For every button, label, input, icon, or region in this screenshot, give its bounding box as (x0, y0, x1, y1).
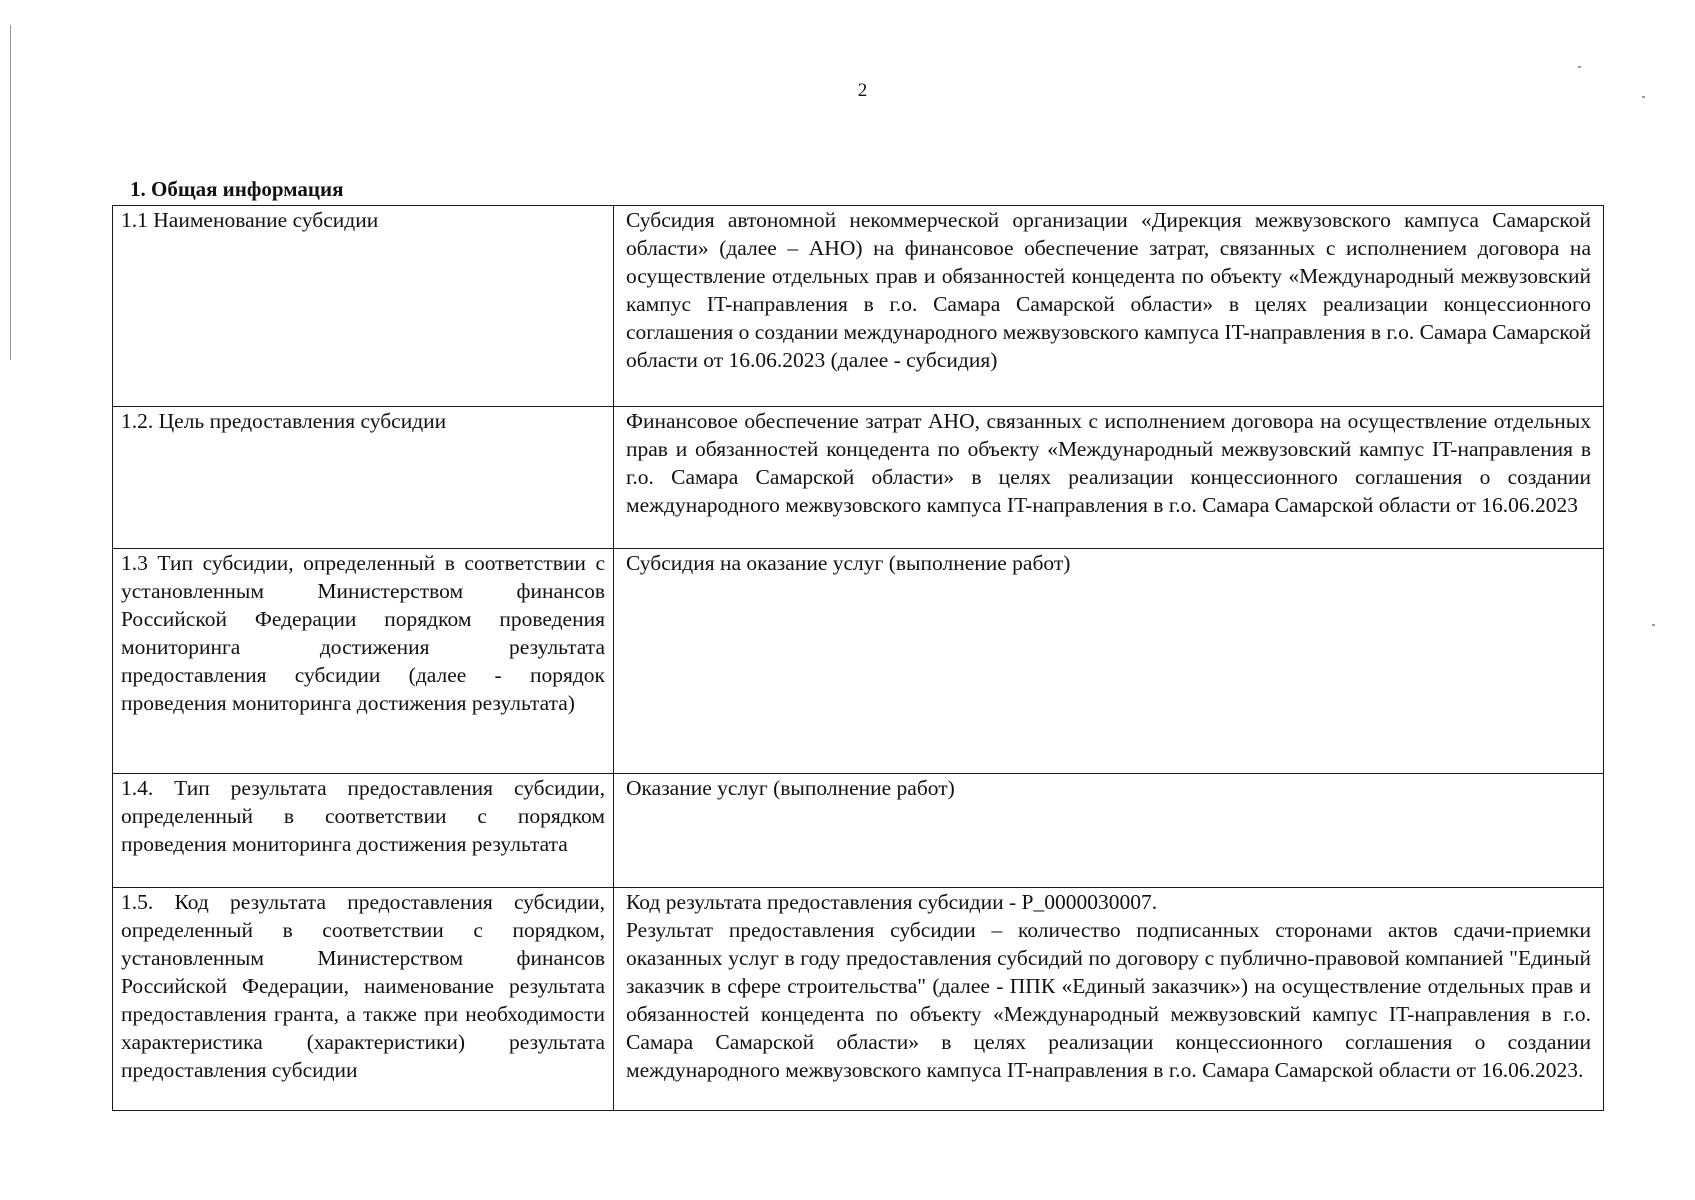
row-value-subsidy-name: Субсидия автономной некоммерческой организации «Дирекция межвузовского кампуса Самарской области» (далее – АНО) на финансовое обеспечение затрат, связанных с исполнением договора на осуществление отдельных прав и обязанностей концедента по объекту «Международный межвузовский кампус IT-направления в г.о. Самара Самарской области» в целях реализации концессионного соглашения о создании международного межвузовского кампуса IT-направления в г.о. Самара Самарской области от 16.06.2023 (далее - субсидия) (614, 206, 1604, 407)
row-label-subsidy-name: 1.1 Наименование субсидии (113, 206, 614, 407)
table-row (113, 888, 1604, 1111)
table-row (113, 549, 1604, 774)
section-title: 1. Общая информация (130, 177, 344, 201)
result-description: Результат предоставления субсидии – количество подписанных сторонами актов сдачи-приемки оказанных услуг в году предоставления субсидий по договору с публично-правовой компанией "Единый заказчик в сфере строительства" (далее - ППК «Единый заказчик») на осуществление отдельных прав и обязанностей концедента по объекту «Международный межвузовский кампус IT-направления в г.о. Самара Самарской области» в целях реализации концессионного соглашения о создании международного межвузовского кампуса IT-направления в г.о. Самара Самарской области от 16.06.2023. (626, 918, 1591, 1082)
table-row (113, 206, 1604, 407)
row-value-result-type: Оказание услуг (выполнение работ) (614, 774, 1604, 888)
row-label-result-code: 1.5. Код результата предоставления субсидии, определенный в соответствии с порядком, установленным Министерством финансов Российской Федерации, наименование результата предоставления гранта, а также при необходимости характеристика (характеристики) результата предоставления субсидии (113, 888, 614, 1111)
scan-speck (1578, 66, 1581, 68)
scan-edge-line (10, 25, 11, 360)
row-value-result-code-cell (614, 888, 1604, 1111)
row-label-subsidy-purpose: 1.2. Цель предоставления субсидии (113, 407, 614, 549)
table-row (113, 407, 1604, 549)
result-code-line: Код результата предоставления субсидии - P_0000030007. (626, 890, 1158, 914)
general-info-table (112, 205, 1604, 1111)
table-row (113, 774, 1604, 888)
row-value-subsidy-purpose: Финансовое обеспечение затрат АНО, связанных с исполнением договора на осуществление отдельных прав и обязанностей концедента по объекту «Международный межвузовский кампус IT-направления в г.о. Самара Самарской области» в целях реализации концессионного соглашения о создании международного межвузовского кампуса IT-направления в г.о. Самара Самарской области от 16.06.2023 (614, 407, 1604, 549)
row-label-result-type: 1.4. Тип результата предоставления субсидии, определенный в соответствии с порядком проведения мониторинга достижения результата (113, 774, 614, 888)
scan-speck (1652, 624, 1655, 626)
row-label-subsidy-type: 1.3 Тип субсидии, определенный в соответствии с установленным Министерством финансов Российской Федерации порядком проведения мониторинга достижения результата предоставления субсидии (далее - порядок проведения мониторинга достижения результата) (113, 549, 614, 774)
page-number: 2 (857, 80, 868, 101)
row-value-subsidy-type: Субсидия на оказание услуг (выполнение работ) (614, 549, 1604, 774)
